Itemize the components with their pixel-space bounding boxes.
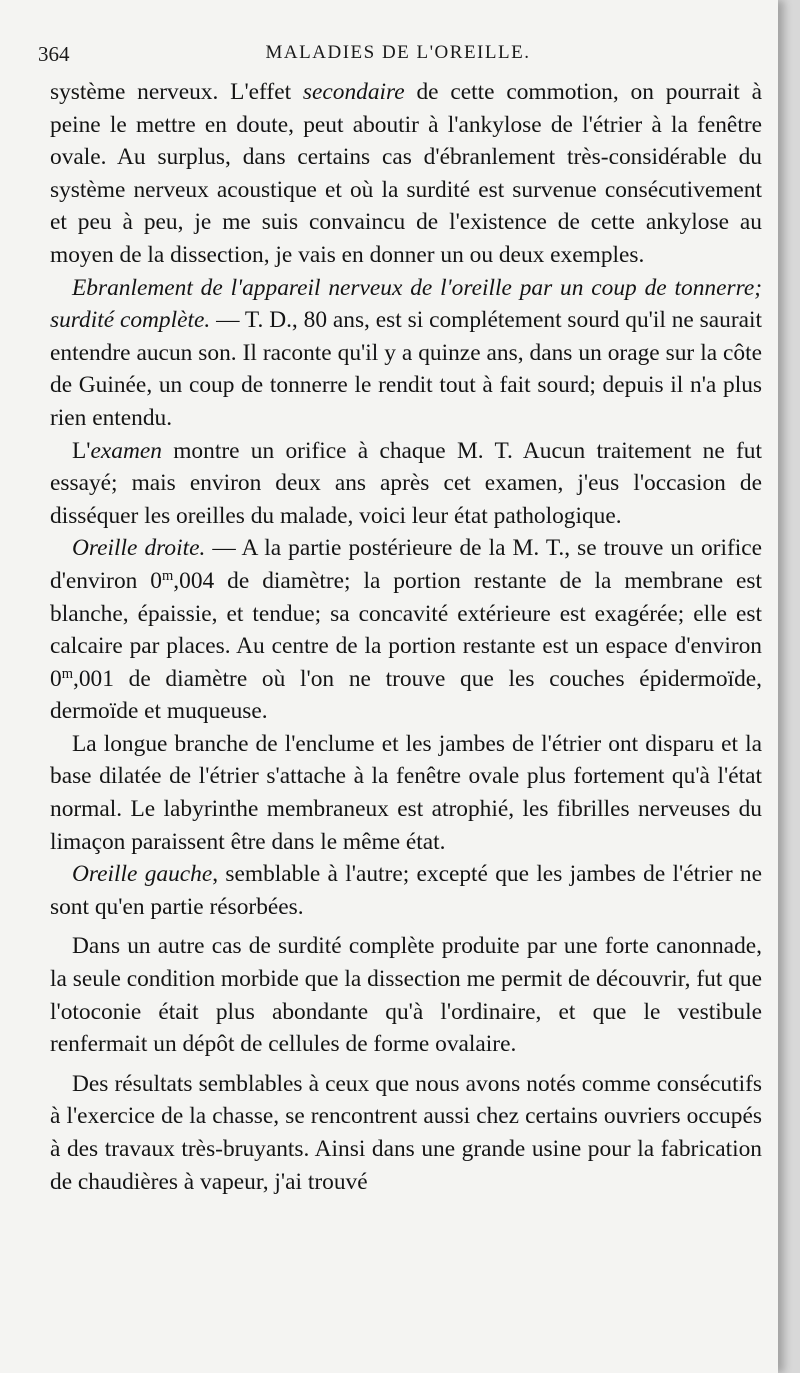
text-run: — T. D., 80 ans, est si complétement sourd qu'il ne saurait entendre aucun son. Il raconte qu'il y a quinze ans, dans un orage sur la côte de Guinée, un coup de tonnerre le rendit tout à fait sourd; depuis il n'a plus rien entendu. — [50, 307, 762, 431]
paragraph — [50, 728, 762, 858]
text-run: Dans un autre cas de surdité complète produite par une forte canonnade, la seule condition morbide que la dissection me permit de découvrir, fut que l'otoconie était plus abondante qu'à l'ordinaire, et que le vestibule renfermait un dépôt de cellules de forme ovalaire. — [50, 933, 762, 1058]
paragraph — [50, 1068, 762, 1198]
text-run: , semblable à l'autre; excepté que les jambes de l'étrier ne sont qu'en partie résorbées. — [50, 861, 762, 920]
italic-text: Oreille droite. — [72, 535, 206, 562]
paragraph — [50, 76, 762, 272]
superscript: m — [61, 665, 73, 682]
page-header — [38, 38, 758, 68]
text-run: de cette commotion, on pourrait à peine le mettre en doute, peut aboutir à l'ankylose de l'étrier à la fenêtre ovale. Au surplus, dans certains cas d'ébranlement très-considérable du système nerveux acoustique et où la surdité est survenue consécutivement et peu à peu, je me suis convaincu de l'existence de cette ankylose au moyen de la dissection, je vais en donner un ou deux exemples. — [50, 79, 762, 268]
text-run: Des résultats semblables à ceux que nous avons notés comme consécutifs à l'exercice de la chasse, se rencontrent aussi chez certains ouvriers occupés à des travaux très-bruyants. Ainsi dans une grande usine pour la fabrication de chaudières à vapeur, j'ai trouvé — [50, 1070, 762, 1195]
right-ear-paragraph — [50, 532, 762, 728]
text-run: système nerveux. L'effet — [50, 79, 303, 105]
body-text — [50, 76, 762, 1198]
italic-text: examen — [90, 437, 162, 464]
text-run: L' — [72, 437, 91, 464]
text-run: ,001 de diamètre où l'on ne trouve que les couches épidermoïde, dermoïde et muqueuse. — [50, 665, 762, 725]
text-run: montre un orifice à chaque M. T. Aucun traitement ne fut essayé; mais environ deux ans après cet examen, j'eus l'occasion de disséquer les oreilles du malade, voici leur état pathologique. — [50, 437, 762, 529]
italic-text: Ebranlement de l'appareil nerveux de l'oreille par un coup de tonnerre; surdité complète. — [50, 274, 762, 334]
italic-text: secondaire — [302, 79, 405, 105]
running-title: MALADIES DE L'OREILLE. — [265, 42, 531, 63]
left-ear-paragraph — [50, 858, 762, 923]
text-run: — A la partie postérieure de la M. T., se trouve un orifice d'environ 0 — [50, 535, 762, 594]
paragraph — [50, 930, 762, 1060]
page-number: 364 — [38, 42, 70, 66]
text-run: ,004 de diamètre; la portion restante de la membrane est blanche, épaissie, et tendue; sa concavité extérieure est exagérée; elle est calcaire par places. Au centre de la portion restante est un espace d'environ 0 — [50, 567, 763, 692]
text-run: La longue branche de l'enclume et les jambes de l'étrier ont disparu et la base dilatée de l'étrier s'attache à la fenêtre ovale plus fortement qu'à l'état normal. Le labyrinthe membraneux est atrophié, les fibrilles nerveuses du limaçon paraissent être dans le même état. — [50, 730, 762, 855]
paragraph — [50, 435, 762, 533]
italic-text: Oreille gauche — [72, 861, 213, 888]
superscript: m — [162, 567, 174, 584]
case-title-paragraph — [50, 272, 762, 435]
